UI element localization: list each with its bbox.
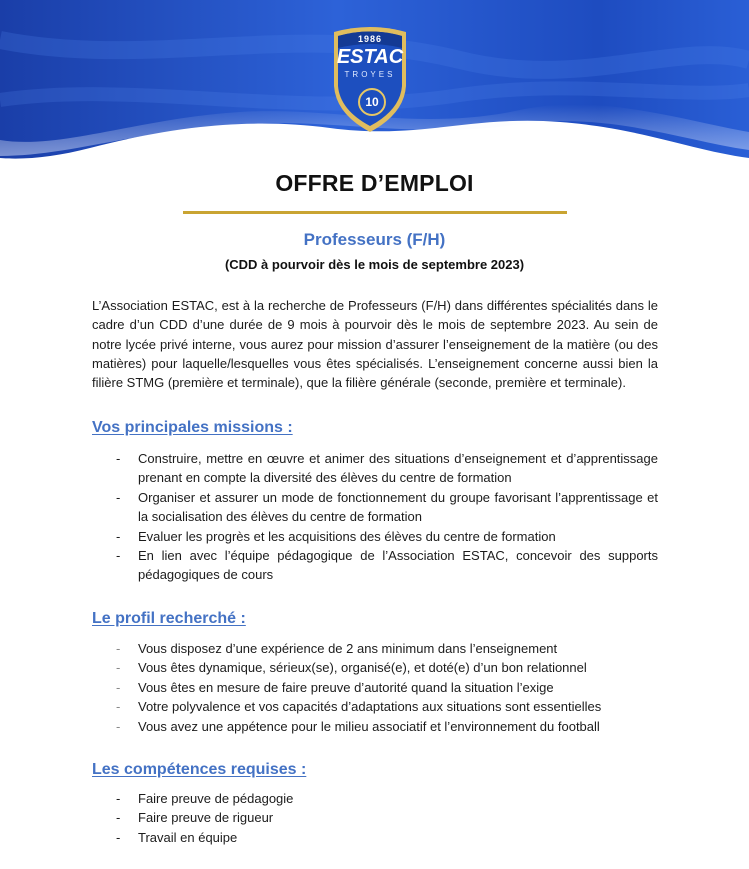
bullet-dash: -: [116, 660, 121, 676]
profile-list: [92, 639, 658, 736]
job-subtitle: (CDD à pourvoir dès le mois de septembre 2023): [224, 257, 525, 272]
bullet-dash: -: [116, 791, 121, 806]
intro-paragraph: L’Association ESTAC, est à la recherche de Professeurs (F/H) dans différentes spécialités dans le cadre d’un CDD d’une durée de 9 mois à pourvoir dès le mois de septembre 2023. Au sein de notre lycée privé interne, vous aurez pour mission d’assurer l’enseignement de la matière (ou des matières) pour laquelle/lesquelles vous êtes spécialisés. L’enseignement concerne aussi bien la filière STMG (première et terminale), que la filière générale (seconde, première et terminale).: [92, 298, 658, 391]
list-item: [92, 546, 658, 585]
list-item: [92, 678, 658, 697]
list-item: [92, 828, 658, 847]
list-item: [92, 808, 658, 827]
missions-heading: Vos principales missions :: [92, 419, 293, 436]
list-item-text: Vous avez une appétence pour le milieu associatif et l’environnement du football: [138, 718, 600, 734]
estac-crest-logo: [330, 26, 410, 136]
list-item-text: Evaluer les progrès et les acquisitions des élèves du centre de formation: [138, 528, 556, 544]
list-item: [92, 697, 658, 716]
job-title: Professeurs (F/H): [303, 230, 446, 249]
bullet-dash: -: [116, 699, 121, 715]
list-item-text: Votre polyvalence et vos capacités d’adaptations aux situations sont essentielles: [138, 699, 602, 715]
list-item-text: Travail en équipe: [138, 829, 238, 845]
page-title: OFFRE D’EMPLOI: [275, 170, 474, 196]
list-item-text: Faire preuve de pédagogie: [138, 791, 294, 806]
list-item-text: Vous êtes en mesure de faire preuve d’autorité quand la situation l’exige: [138, 679, 554, 695]
bullet-dash: -: [116, 810, 121, 826]
list-item: [92, 658, 658, 677]
logo-year: 1986: [357, 34, 383, 44]
missions-list: [92, 449, 658, 585]
logo-name: ESTAC: [336, 46, 404, 68]
list-item-text: Vous êtes dynamique, sérieux(se), organisé(e), et doté(e) d’un bon relationnel: [138, 660, 587, 676]
bullet-dash: -: [116, 679, 121, 695]
list-item: [92, 717, 658, 736]
list-item: [92, 527, 658, 546]
skills-list: [92, 789, 658, 847]
logo-city: TROYES: [344, 70, 396, 79]
bullet-dash: -: [116, 641, 121, 656]
list-item-text: En lien avec l’équipe pédagogique de l’Association ESTAC, concevoir des supports pédagogiques de cours: [138, 548, 658, 583]
bullet-dash: -: [116, 528, 121, 544]
list-item-text: Faire preuve de rigueur: [138, 810, 274, 826]
list-item: [92, 789, 658, 808]
list-item-text: Construire, mettre en œuvre et animer des situations d’enseignement et d’apprentissage prenant en compte la diversité des élèves du centre de formation: [138, 451, 658, 486]
list-item-text: Vous disposez d’une expérience de 2 ans minimum dans l’enseignement: [138, 641, 558, 656]
logo-number: 10: [358, 88, 386, 116]
bullet-dash: -: [116, 718, 121, 734]
profile-heading: Le profil recherché :: [92, 610, 246, 627]
title-divider: [183, 211, 567, 214]
bullet-dash: -: [116, 451, 121, 466]
list-item: [92, 639, 658, 658]
bullet-dash: -: [116, 489, 121, 505]
list-item: [92, 488, 658, 527]
bullet-dash: -: [116, 829, 121, 845]
list-item-text: Organiser et assurer un mode de fonctionnement du groupe favorisant l’apprentissage et la socialisation des élèves du centre de formation: [138, 489, 658, 525]
skills-heading: Les compétences requises :: [92, 761, 307, 778]
bullet-dash: -: [116, 548, 121, 564]
list-item: [92, 449, 658, 488]
